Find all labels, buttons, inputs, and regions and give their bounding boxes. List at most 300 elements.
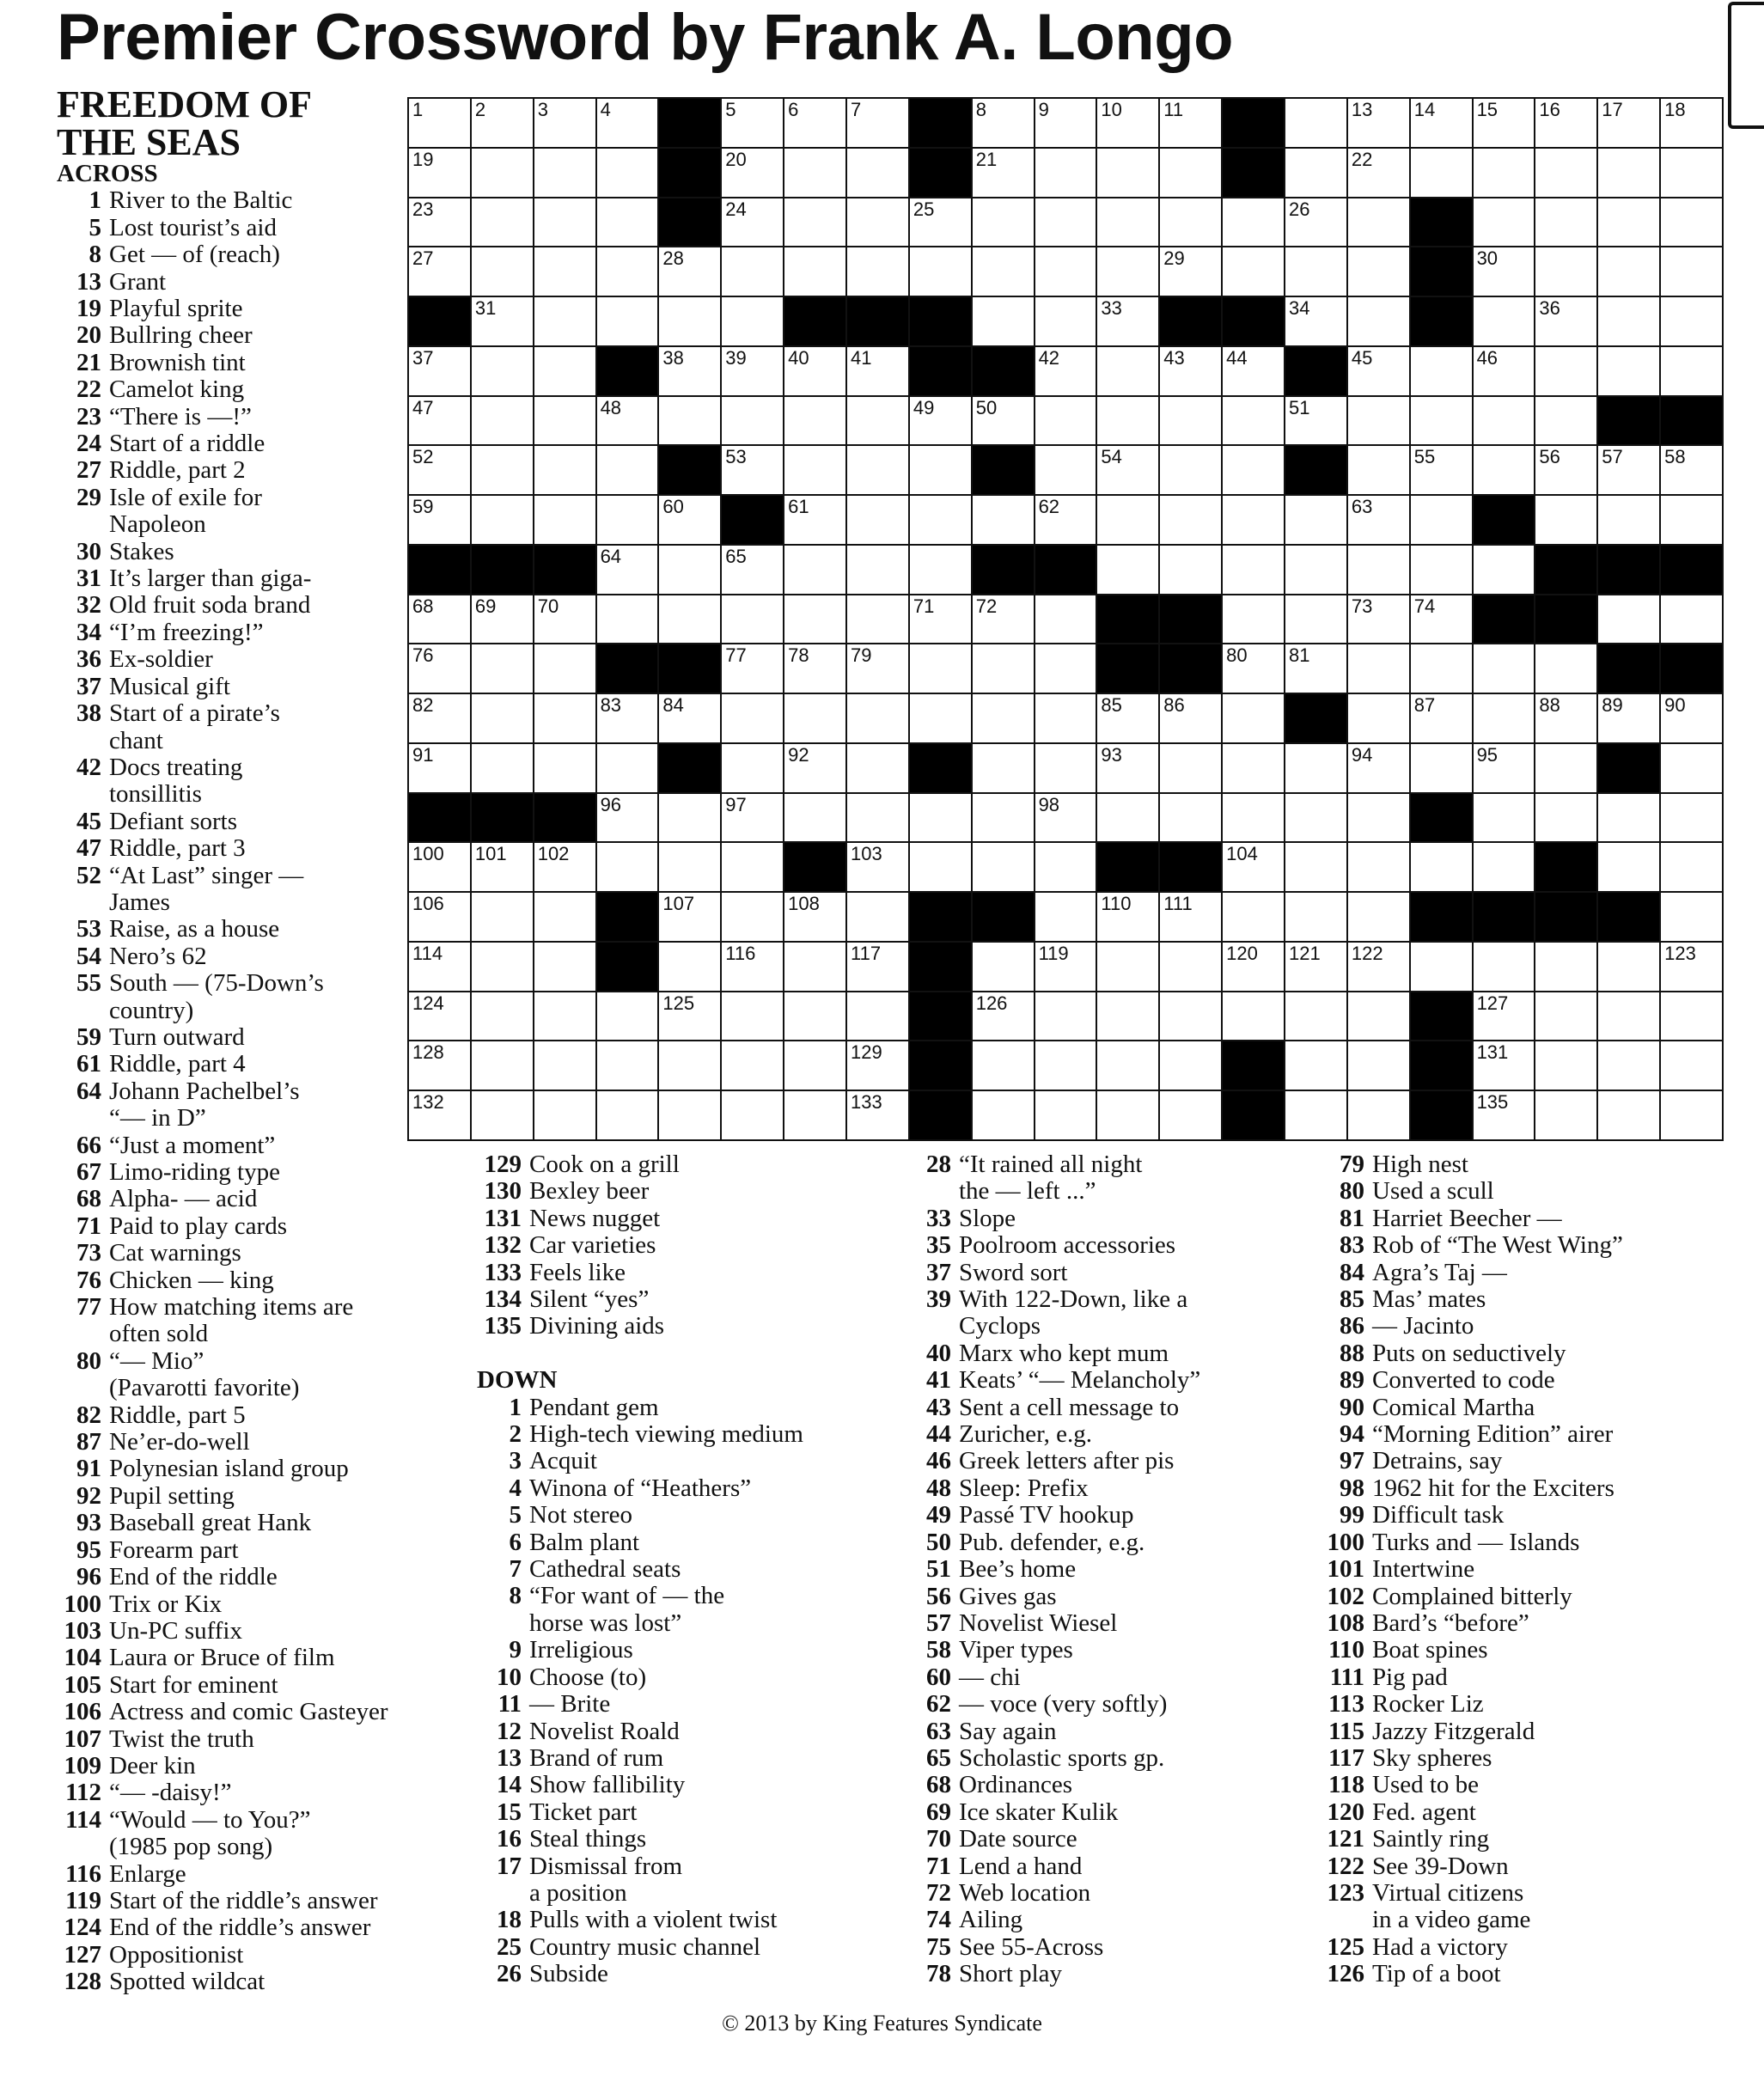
grid-cell[interactable]	[720, 693, 783, 742]
grid-cell[interactable]	[1096, 991, 1158, 1041]
grid-cell[interactable]	[1472, 643, 1535, 693]
grid-cell[interactable]	[720, 1040, 783, 1090]
grid-cell[interactable]	[1534, 444, 1596, 494]
grid-cell[interactable]	[1034, 594, 1096, 644]
grid-cell[interactable]	[1284, 246, 1346, 296]
grid-cell[interactable]	[595, 991, 658, 1041]
grid-cell[interactable]	[971, 1040, 1034, 1090]
grid-cell[interactable]	[470, 841, 533, 891]
grid-cell[interactable]	[783, 693, 845, 742]
grid-cell[interactable]	[1596, 1040, 1659, 1090]
grid-cell[interactable]	[533, 594, 595, 644]
grid-cell[interactable]	[1534, 693, 1596, 742]
grid-cell[interactable]	[533, 345, 595, 395]
grid-cell[interactable]	[1034, 891, 1096, 941]
grid-cell[interactable]	[1534, 991, 1596, 1041]
grid-cell[interactable]	[1534, 345, 1596, 395]
grid-cell[interactable]	[595, 742, 658, 792]
grid-cell[interactable]	[470, 991, 533, 1041]
grid-cell[interactable]	[1409, 693, 1472, 742]
grid-cell[interactable]	[720, 296, 783, 345]
grid-cell[interactable]	[1409, 395, 1472, 445]
grid-cell[interactable]	[1096, 891, 1158, 941]
grid-cell[interactable]	[595, 197, 658, 247]
grid-cell[interactable]	[783, 594, 845, 644]
grid-cell[interactable]	[845, 345, 908, 395]
grid-cell[interactable]	[971, 742, 1034, 792]
grid-cell[interactable]	[407, 395, 470, 445]
grid-cell[interactable]	[720, 742, 783, 792]
grid-cell[interactable]	[720, 941, 783, 991]
grid-cell[interactable]	[407, 494, 470, 544]
grid-cell[interactable]	[720, 97, 783, 147]
grid-cell[interactable]	[1034, 345, 1096, 395]
grid-cell[interactable]	[1096, 444, 1158, 494]
grid-cell[interactable]	[533, 891, 595, 941]
grid-cell[interactable]	[1659, 941, 1722, 991]
grid-cell[interactable]	[1158, 1090, 1221, 1139]
grid-cell[interactable]	[1659, 1040, 1722, 1090]
grid-cell[interactable]	[1472, 742, 1535, 792]
grid-cell[interactable]	[657, 891, 720, 941]
grid-cell[interactable]	[1096, 296, 1158, 345]
grid-cell[interactable]	[1346, 991, 1409, 1041]
grid-cell[interactable]	[971, 841, 1034, 891]
grid-cell[interactable]	[1158, 395, 1221, 445]
grid-cell[interactable]	[533, 97, 595, 147]
grid-cell[interactable]	[1596, 594, 1659, 644]
grid-cell[interactable]	[783, 97, 845, 147]
grid-cell[interactable]	[845, 494, 908, 544]
grid-cell[interactable]	[470, 643, 533, 693]
grid-cell[interactable]	[845, 594, 908, 644]
grid-cell[interactable]	[720, 792, 783, 842]
grid-cell[interactable]	[657, 494, 720, 544]
grid-cell[interactable]	[1596, 494, 1659, 544]
grid-cell[interactable]	[845, 693, 908, 742]
grid-cell[interactable]	[533, 395, 595, 445]
grid-cell[interactable]	[1534, 197, 1596, 247]
grid-cell[interactable]	[1158, 891, 1221, 941]
grid-cell[interactable]	[1034, 444, 1096, 494]
grid-cell[interactable]	[908, 444, 971, 494]
grid-cell[interactable]	[1221, 891, 1284, 941]
grid-cell[interactable]	[1221, 594, 1284, 644]
grid-cell[interactable]	[1596, 246, 1659, 296]
grid-cell[interactable]	[1409, 643, 1472, 693]
grid-cell[interactable]	[1284, 742, 1346, 792]
grid-cell[interactable]	[1534, 742, 1596, 792]
grid-cell[interactable]	[595, 147, 658, 197]
grid-cell[interactable]	[595, 792, 658, 842]
grid-cell[interactable]	[657, 693, 720, 742]
grid-cell[interactable]	[1659, 494, 1722, 544]
grid-cell[interactable]	[1346, 891, 1409, 941]
grid-cell[interactable]	[845, 147, 908, 197]
grid-cell[interactable]	[657, 296, 720, 345]
grid-cell[interactable]	[1284, 941, 1346, 991]
grid-cell[interactable]	[1158, 941, 1221, 991]
grid-cell[interactable]	[908, 246, 971, 296]
grid-cell[interactable]	[908, 395, 971, 445]
grid-cell[interactable]	[971, 991, 1034, 1041]
grid-cell[interactable]	[595, 395, 658, 445]
grid-cell[interactable]	[533, 693, 595, 742]
grid-cell[interactable]	[470, 147, 533, 197]
grid-cell[interactable]	[1284, 1040, 1346, 1090]
grid-cell[interactable]	[1284, 544, 1346, 594]
grid-cell[interactable]	[470, 296, 533, 345]
grid-cell[interactable]	[470, 395, 533, 445]
grid-cell[interactable]	[407, 345, 470, 395]
grid-cell[interactable]	[1034, 395, 1096, 445]
grid-cell[interactable]	[783, 395, 845, 445]
grid-cell[interactable]	[470, 891, 533, 941]
grid-cell[interactable]	[1158, 1040, 1221, 1090]
grid-cell[interactable]	[533, 742, 595, 792]
grid-cell[interactable]	[971, 643, 1034, 693]
grid-cell[interactable]	[1096, 97, 1158, 147]
grid-cell[interactable]	[720, 544, 783, 594]
grid-cell[interactable]	[1472, 941, 1535, 991]
grid-cell[interactable]	[720, 246, 783, 296]
grid-cell[interactable]	[1221, 792, 1284, 842]
grid-cell[interactable]	[971, 246, 1034, 296]
grid-cell[interactable]	[1034, 742, 1096, 792]
grid-cell[interactable]	[1158, 197, 1221, 247]
grid-cell[interactable]	[1472, 991, 1535, 1041]
grid-cell[interactable]	[783, 444, 845, 494]
grid-cell[interactable]	[845, 841, 908, 891]
grid-cell[interactable]	[783, 147, 845, 197]
grid-cell[interactable]	[845, 792, 908, 842]
grid-cell[interactable]	[971, 395, 1034, 445]
grid-cell[interactable]	[533, 494, 595, 544]
grid-cell[interactable]	[1346, 792, 1409, 842]
grid-cell[interactable]	[1096, 345, 1158, 395]
grid-cell[interactable]	[595, 841, 658, 891]
grid-cell[interactable]	[533, 296, 595, 345]
grid-cell[interactable]	[1472, 841, 1535, 891]
grid-cell[interactable]	[1472, 1090, 1535, 1139]
grid-cell[interactable]	[1409, 345, 1472, 395]
grid-cell[interactable]	[470, 494, 533, 544]
grid-cell[interactable]	[1221, 444, 1284, 494]
grid-cell[interactable]	[720, 991, 783, 1041]
grid-cell[interactable]	[407, 991, 470, 1041]
grid-cell[interactable]	[1221, 693, 1284, 742]
grid-cell[interactable]	[1409, 494, 1472, 544]
grid-cell[interactable]	[845, 941, 908, 991]
grid-cell[interactable]	[1221, 494, 1284, 544]
grid-cell[interactable]	[407, 1090, 470, 1139]
grid-cell[interactable]	[533, 841, 595, 891]
grid-cell[interactable]	[1284, 643, 1346, 693]
grid-cell[interactable]	[845, 246, 908, 296]
grid-cell[interactable]	[1034, 841, 1096, 891]
grid-cell[interactable]	[783, 643, 845, 693]
grid-cell[interactable]	[971, 594, 1034, 644]
grid-cell[interactable]	[1534, 296, 1596, 345]
grid-cell[interactable]	[1346, 643, 1409, 693]
grid-cell[interactable]	[1221, 841, 1284, 891]
grid-cell[interactable]	[1096, 246, 1158, 296]
grid-cell[interactable]	[407, 941, 470, 991]
grid-cell[interactable]	[533, 197, 595, 247]
grid-cell[interactable]	[971, 296, 1034, 345]
grid-cell[interactable]	[1096, 742, 1158, 792]
grid-cell[interactable]	[407, 891, 470, 941]
grid-cell[interactable]	[1659, 841, 1722, 891]
grid-cell[interactable]	[1221, 544, 1284, 594]
grid-cell[interactable]	[407, 742, 470, 792]
grid-cell[interactable]	[470, 345, 533, 395]
grid-cell[interactable]	[1221, 395, 1284, 445]
grid-cell[interactable]	[1472, 693, 1535, 742]
grid-cell[interactable]	[720, 444, 783, 494]
grid-cell[interactable]	[1659, 693, 1722, 742]
grid-cell[interactable]	[971, 693, 1034, 742]
grid-cell[interactable]	[1596, 197, 1659, 247]
grid-cell[interactable]	[971, 494, 1034, 544]
grid-cell[interactable]	[1284, 891, 1346, 941]
grid-cell[interactable]	[1596, 1090, 1659, 1139]
grid-cell[interactable]	[1284, 395, 1346, 445]
grid-cell[interactable]	[533, 246, 595, 296]
grid-cell[interactable]	[470, 197, 533, 247]
grid-cell[interactable]	[1346, 594, 1409, 644]
grid-cell[interactable]	[533, 147, 595, 197]
grid-cell[interactable]	[1346, 444, 1409, 494]
grid-cell[interactable]	[407, 97, 470, 147]
grid-cell[interactable]	[533, 1090, 595, 1139]
grid-cell[interactable]	[1096, 1090, 1158, 1139]
grid-cell[interactable]	[971, 147, 1034, 197]
grid-cell[interactable]	[720, 147, 783, 197]
grid-cell[interactable]	[595, 544, 658, 594]
grid-cell[interactable]	[845, 643, 908, 693]
grid-cell[interactable]	[783, 1040, 845, 1090]
grid-cell[interactable]	[1034, 1090, 1096, 1139]
grid-cell[interactable]	[595, 246, 658, 296]
grid-cell[interactable]	[1409, 444, 1472, 494]
grid-cell[interactable]	[845, 395, 908, 445]
grid-cell[interactable]	[1596, 97, 1659, 147]
grid-cell[interactable]	[1659, 742, 1722, 792]
grid-cell[interactable]	[1034, 97, 1096, 147]
grid-cell[interactable]	[908, 494, 971, 544]
grid-cell[interactable]	[908, 197, 971, 247]
grid-cell[interactable]	[1596, 841, 1659, 891]
grid-cell[interactable]	[1096, 1040, 1158, 1090]
grid-cell[interactable]	[1659, 594, 1722, 644]
grid-cell[interactable]	[657, 395, 720, 445]
grid-cell[interactable]	[1534, 1040, 1596, 1090]
grid-cell[interactable]	[720, 395, 783, 445]
grid-cell[interactable]	[1221, 742, 1284, 792]
grid-cell[interactable]	[1346, 941, 1409, 991]
grid-cell[interactable]	[1596, 147, 1659, 197]
grid-cell[interactable]	[1659, 1090, 1722, 1139]
grid-cell[interactable]	[1472, 444, 1535, 494]
grid-cell[interactable]	[845, 544, 908, 594]
grid-cell[interactable]	[1409, 941, 1472, 991]
grid-cell[interactable]	[1096, 147, 1158, 197]
grid-cell[interactable]	[1596, 941, 1659, 991]
grid-cell[interactable]	[908, 643, 971, 693]
grid-cell[interactable]	[1346, 345, 1409, 395]
grid-cell[interactable]	[533, 643, 595, 693]
grid-cell[interactable]	[1534, 941, 1596, 991]
grid-cell[interactable]	[971, 97, 1034, 147]
grid-cell[interactable]	[720, 643, 783, 693]
grid-cell[interactable]	[1158, 97, 1221, 147]
grid-cell[interactable]	[1158, 147, 1221, 197]
grid-cell[interactable]	[1346, 147, 1409, 197]
grid-cell[interactable]	[1221, 643, 1284, 693]
grid-cell[interactable]	[783, 544, 845, 594]
grid-cell[interactable]	[1659, 197, 1722, 247]
grid-cell[interactable]	[1034, 296, 1096, 345]
grid-cell[interactable]	[1409, 841, 1472, 891]
grid-cell[interactable]	[845, 991, 908, 1041]
grid-cell[interactable]	[1409, 147, 1472, 197]
grid-cell[interactable]	[720, 1090, 783, 1139]
grid-cell[interactable]	[845, 891, 908, 941]
grid-cell[interactable]	[533, 444, 595, 494]
grid-cell[interactable]	[1472, 296, 1535, 345]
grid-cell[interactable]	[1659, 296, 1722, 345]
grid-cell[interactable]	[720, 841, 783, 891]
grid-cell[interactable]	[657, 345, 720, 395]
grid-cell[interactable]	[783, 941, 845, 991]
grid-cell[interactable]	[657, 941, 720, 991]
grid-cell[interactable]	[1659, 792, 1722, 842]
grid-cell[interactable]	[1221, 197, 1284, 247]
grid-cell[interactable]	[1034, 792, 1096, 842]
grid-cell[interactable]	[1034, 147, 1096, 197]
grid-cell[interactable]	[720, 197, 783, 247]
grid-cell[interactable]	[1221, 991, 1284, 1041]
grid-cell[interactable]	[470, 444, 533, 494]
grid-cell[interactable]	[1221, 246, 1284, 296]
grid-cell[interactable]	[908, 841, 971, 891]
grid-cell[interactable]	[1346, 693, 1409, 742]
grid-cell[interactable]	[908, 693, 971, 742]
grid-cell[interactable]	[595, 494, 658, 544]
grid-cell[interactable]	[1472, 246, 1535, 296]
grid-cell[interactable]	[1158, 544, 1221, 594]
grid-cell[interactable]	[1534, 97, 1596, 147]
grid-cell[interactable]	[657, 1040, 720, 1090]
grid-cell[interactable]	[657, 594, 720, 644]
grid-cell[interactable]	[1284, 197, 1346, 247]
grid-cell[interactable]	[595, 444, 658, 494]
grid-cell[interactable]	[657, 841, 720, 891]
grid-cell[interactable]	[1472, 97, 1535, 147]
grid-cell[interactable]	[1659, 246, 1722, 296]
grid-cell[interactable]	[1284, 296, 1346, 345]
grid-cell[interactable]	[595, 693, 658, 742]
grid-cell[interactable]	[1034, 693, 1096, 742]
grid-cell[interactable]	[407, 246, 470, 296]
grid-cell[interactable]	[1284, 97, 1346, 147]
grid-cell[interactable]	[1472, 792, 1535, 842]
grid-cell[interactable]	[783, 197, 845, 247]
grid-cell[interactable]	[1596, 345, 1659, 395]
grid-cell[interactable]	[1284, 494, 1346, 544]
grid-cell[interactable]	[783, 494, 845, 544]
grid-cell[interactable]	[1346, 296, 1409, 345]
grid-cell[interactable]	[845, 444, 908, 494]
grid-cell[interactable]	[1534, 395, 1596, 445]
grid-cell[interactable]	[1346, 742, 1409, 792]
grid-cell[interactable]	[1221, 345, 1284, 395]
grid-cell[interactable]	[595, 1040, 658, 1090]
grid-cell[interactable]	[1158, 444, 1221, 494]
grid-cell[interactable]	[1096, 544, 1158, 594]
grid-cell[interactable]	[971, 941, 1034, 991]
grid-cell[interactable]	[1596, 693, 1659, 742]
grid-cell[interactable]	[1034, 991, 1096, 1041]
grid-cell[interactable]	[1346, 841, 1409, 891]
grid-cell[interactable]	[1409, 594, 1472, 644]
grid-cell[interactable]	[845, 1040, 908, 1090]
grid-cell[interactable]	[1472, 147, 1535, 197]
grid-cell[interactable]	[1221, 941, 1284, 991]
grid-cell[interactable]	[407, 643, 470, 693]
grid-cell[interactable]	[407, 693, 470, 742]
grid-cell[interactable]	[783, 246, 845, 296]
grid-cell[interactable]	[1034, 941, 1096, 991]
grid-cell[interactable]	[1534, 494, 1596, 544]
grid-cell[interactable]	[657, 991, 720, 1041]
grid-cell[interactable]	[1096, 197, 1158, 247]
grid-cell[interactable]	[657, 544, 720, 594]
grid-cell[interactable]	[783, 345, 845, 395]
grid-cell[interactable]	[1096, 792, 1158, 842]
grid-cell[interactable]	[1284, 792, 1346, 842]
grid-cell[interactable]	[1472, 544, 1535, 594]
grid-cell[interactable]	[845, 97, 908, 147]
grid-cell[interactable]	[1284, 594, 1346, 644]
grid-cell[interactable]	[1659, 97, 1722, 147]
grid-cell[interactable]	[1346, 246, 1409, 296]
grid-cell[interactable]	[1346, 97, 1409, 147]
grid-cell[interactable]	[1034, 643, 1096, 693]
grid-cell[interactable]	[1346, 494, 1409, 544]
grid-cell[interactable]	[1659, 891, 1722, 941]
grid-cell[interactable]	[470, 693, 533, 742]
grid-cell[interactable]	[1158, 693, 1221, 742]
grid-cell[interactable]	[1284, 841, 1346, 891]
grid-cell[interactable]	[783, 742, 845, 792]
grid-cell[interactable]	[1472, 1040, 1535, 1090]
grid-cell[interactable]	[1346, 1090, 1409, 1139]
grid-cell[interactable]	[1158, 345, 1221, 395]
grid-cell[interactable]	[407, 147, 470, 197]
grid-cell[interactable]	[908, 544, 971, 594]
grid-cell[interactable]	[783, 891, 845, 941]
grid-cell[interactable]	[1596, 296, 1659, 345]
grid-cell[interactable]	[1659, 345, 1722, 395]
grid-cell[interactable]	[1096, 395, 1158, 445]
grid-cell[interactable]	[1472, 395, 1535, 445]
grid-cell[interactable]	[971, 1090, 1034, 1139]
grid-cell[interactable]	[1409, 544, 1472, 594]
grid-cell[interactable]	[845, 1090, 908, 1139]
grid-cell[interactable]	[407, 841, 470, 891]
